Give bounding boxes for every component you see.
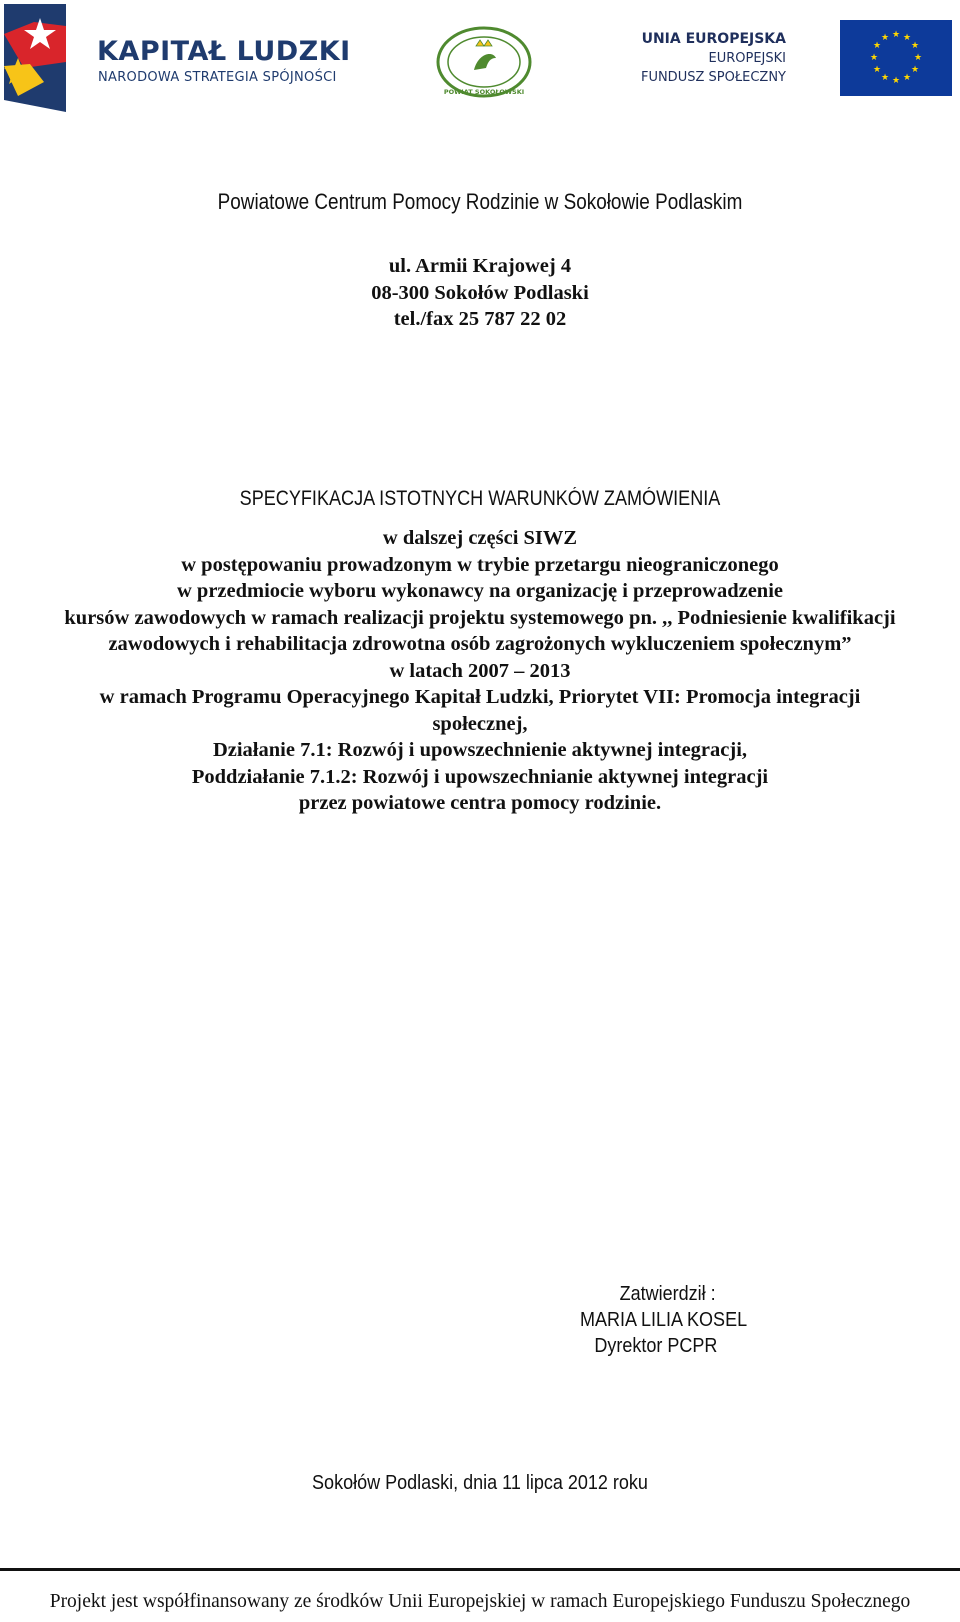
svg-text:★: ★ — [880, 73, 890, 83]
eu-line-1: UNIA EUROPEJSKA — [641, 31, 786, 47]
svg-text:★: ★ — [872, 65, 882, 75]
svg-text:★: ★ — [902, 73, 912, 83]
description-line: w przedmiocie wyboru wykonawcy na organizację i przeprowadzenie — [176, 580, 783, 602]
kapital-ludzki-title: KAPITAŁ LUDZKI — [97, 36, 351, 67]
description-line: przez powiatowe centra pomocy rodzinie. — [298, 792, 662, 814]
place-date: Sokołów Podlaski, dnia 11 lipca 2012 roku — [312, 1472, 648, 1494]
eu-fund-text — [641, 30, 786, 87]
description-line: w postępowaniu prowadzonym w trybie przetargu nieograniczonego — [181, 553, 779, 576]
powiat-logo-text: POWIAT SOKOŁOWSKI — [443, 88, 525, 96]
description-line: w dalszej części SIWZ — [382, 527, 578, 549]
svg-text:★: ★ — [891, 76, 901, 86]
document-description — [0, 525, 960, 817]
svg-text:★: ★ — [872, 41, 882, 51]
eu-line-3: FUNDUSZ SPOŁECZNY — [640, 70, 786, 85]
description-line: w latach 2007 – 2013 — [389, 659, 571, 682]
signature-name: MARIA LILIA KOSEL — [580, 1309, 748, 1331]
description-line: w ramach Programu Operacyjnego Kapitał Ludzki, Priorytet VII: Promocja integracji — [99, 686, 861, 708]
institution-name: Powiatowe Centrum Pomocy Rodzinie w Sokołowie Podlaskim — [217, 189, 743, 214]
description-line: Działanie 7.1: Rozwój i upowszechnienie aktywnej integracji, — [212, 739, 748, 761]
svg-text:★: ★ — [910, 41, 920, 51]
eu-flag-icon — [840, 20, 952, 96]
footer-divider — [0, 1568, 960, 1571]
svg-text:★: ★ — [891, 30, 901, 40]
institution-address — [0, 253, 960, 333]
svg-text:★: ★ — [880, 33, 890, 43]
footer-text: Projekt jest współfinansowany ze środków Unii Europejskiej w ramach Europejskiego Funduszu Społecznego — [49, 1591, 911, 1612]
svg-text:★: ★ — [902, 33, 912, 43]
description-line: społecznej, — [432, 712, 528, 735]
signature-block — [580, 1281, 769, 1359]
address-city: 08-300 Sokołów Podlaski — [371, 281, 589, 304]
powiat-sokolowski-logo — [434, 24, 534, 100]
description-line: Poddziałanie 7.1.2: Rozwój i upowszechnianie aktywnej integracji — [191, 765, 769, 788]
signature-label: Zatwierdził : — [619, 1283, 716, 1305]
document-title: SPECYFIKACJA ISTOTNYCH WARUNKÓW ZAMÓWIENIA — [239, 487, 721, 510]
svg-text:★: ★ — [869, 53, 879, 63]
svg-text:★: ★ — [910, 65, 920, 75]
eu-line-2: EUROPEJSKI — [708, 51, 786, 66]
signature-position: Dyrektor PCPR — [594, 1335, 718, 1357]
svg-text:★: ★ — [913, 53, 923, 63]
kapital-ludzki-subtitle: NARODOWA STRATEGIA SPÓJNOŚCI — [98, 70, 337, 85]
address-street: ul. Armii Krajowej 4 — [388, 255, 572, 277]
kapital-ludzki-emblem-icon — [4, 4, 74, 112]
description-line: zawodowych i rehabilitacja zdrowotna osób zagrożonych wykluczeniem społecznym” — [108, 633, 852, 655]
phone-fax: tel./fax 25 787 22 02 — [393, 308, 567, 330]
description-line: kursów zawodowych w ramach realizacji projektu systemowego pn. ,, Podniesienie kwalifikacji — [64, 606, 896, 629]
